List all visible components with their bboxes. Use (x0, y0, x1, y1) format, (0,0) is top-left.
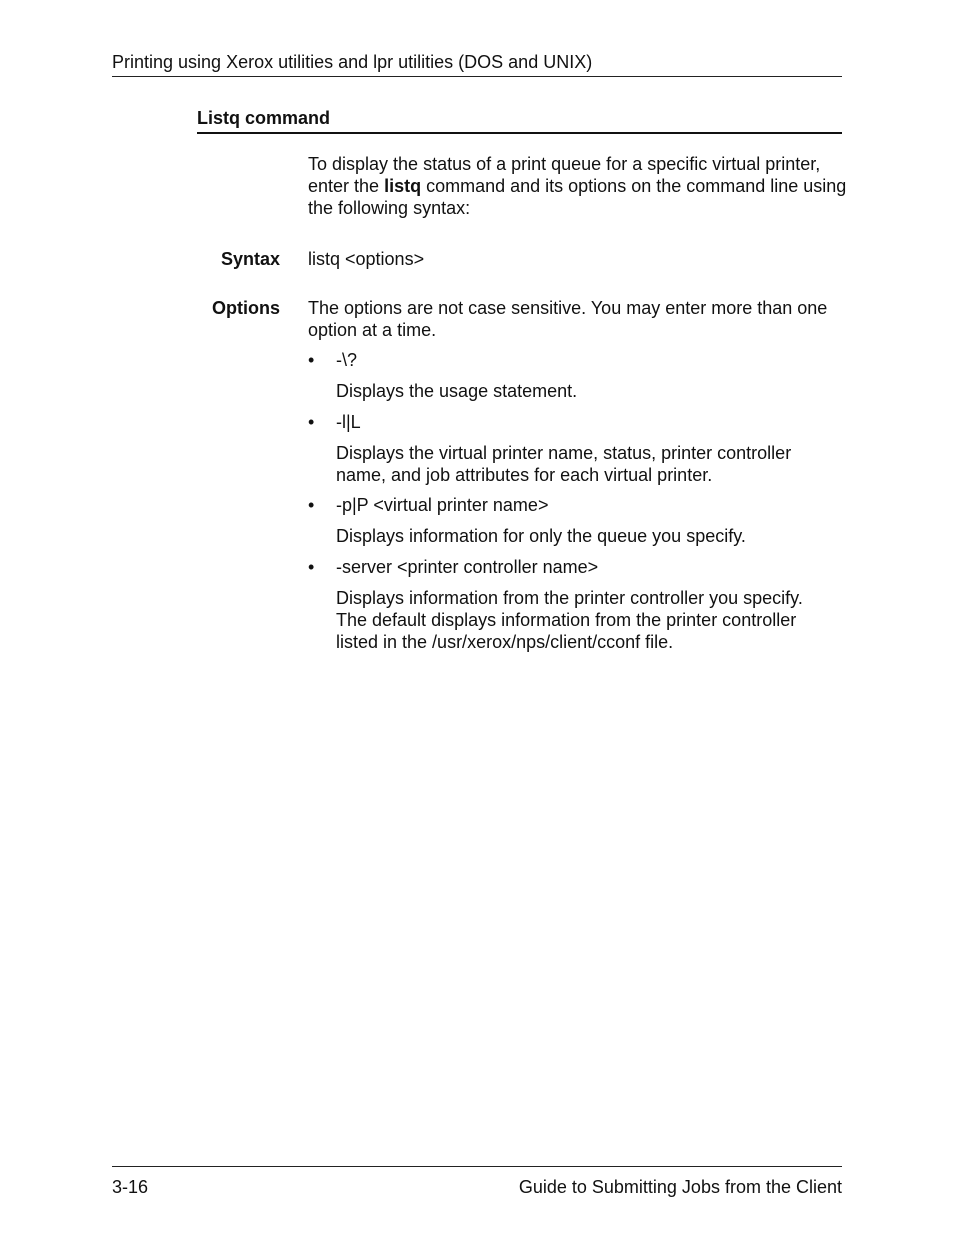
page-number: 3-16 (112, 1177, 149, 1197)
running-head: Printing using Xerox utilities and lpr utilities (DOS and UNIX) (112, 52, 593, 72)
bullet-icon: • (308, 350, 315, 370)
intro-paragraph (308, 153, 848, 219)
syntax-text: listq <options> (308, 249, 425, 269)
option-flag: -\? (336, 350, 358, 370)
option-flag: -l|L (336, 412, 361, 432)
option-description: Displays information from the printer controller you specify. The default displays information from the printer controller listed in the /usr/xerox/nps/client/cconf file. (336, 588, 803, 652)
guide-title: Guide to Submitting Jobs from the Client (518, 1177, 842, 1197)
intro-text-2: command and its options on the command line using the following syntax: (308, 176, 847, 218)
syntax-label: Syntax (220, 249, 280, 269)
option-flag: -p|P <virtual printer name> (336, 495, 549, 515)
section-title: Listq command (197, 108, 331, 128)
options-label: Options (212, 298, 280, 318)
option-flag: -server <printer controller name> (336, 557, 599, 577)
footer-rule (112, 1166, 842, 1167)
section-rule (197, 132, 842, 134)
option-description: Displays information for only the queue you specify. (336, 526, 746, 546)
header-rule (112, 76, 842, 77)
option-description: Displays the virtual printer name, status, printer controller name, and job attributes for each virtual printer. (336, 443, 792, 485)
options-intro: The options are not case sensitive. You may enter more than one option at a time. (308, 298, 828, 340)
option-description: Displays the usage statement. (336, 381, 578, 401)
intro-command-name: listq (384, 176, 422, 196)
bullet-icon: • (308, 557, 315, 577)
intro-text-1: To display the status of a print queue for a specific virtual printer, enter the (308, 154, 821, 196)
bullet-icon: • (308, 412, 315, 432)
bullet-icon: • (308, 495, 315, 515)
